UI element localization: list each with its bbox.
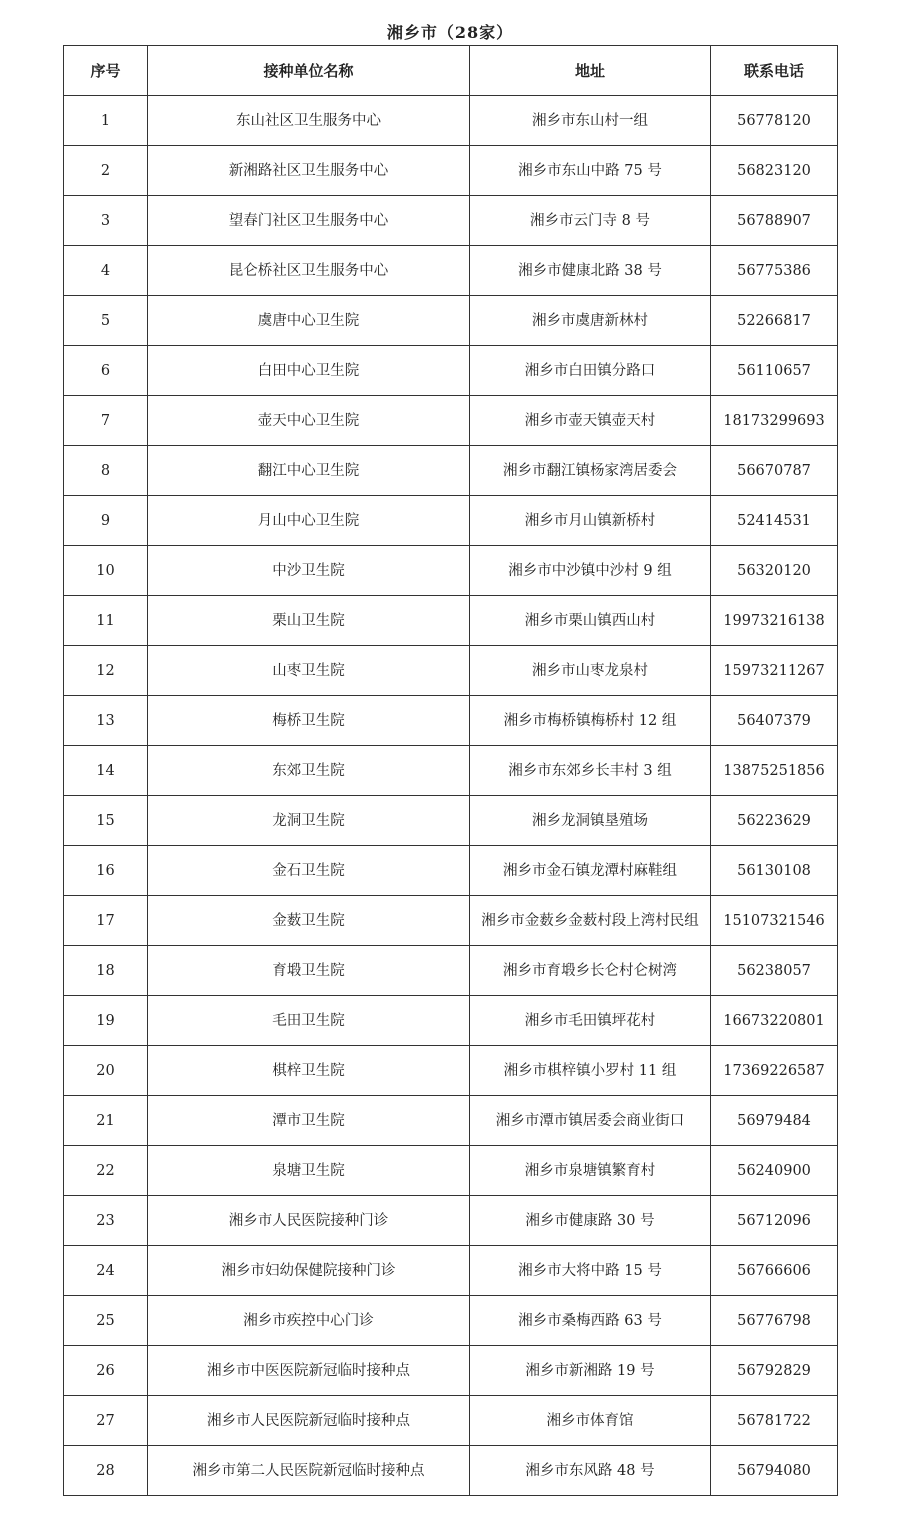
table-body [64,96,838,1496]
cell-address: 湘乡市桑梅西路 63 号 [470,1296,711,1346]
cell-name: 栗山卫生院 [148,596,470,646]
cell-name: 山枣卫生院 [148,646,470,696]
cell-phone: 56776798 [711,1296,838,1346]
table-row [64,346,838,396]
cell-phone: 56712096 [711,1196,838,1246]
vaccination-sites-table [63,45,838,1496]
cell-name: 昆仑桥社区卫生服务中心 [148,246,470,296]
cell-phone: 56766606 [711,1246,838,1296]
cell-no: 11 [64,596,148,646]
cell-no: 8 [64,446,148,496]
cell-name: 月山中心卫生院 [148,496,470,546]
cell-address: 湘乡市东郊乡长丰村 3 组 [470,746,711,796]
header-address: 地址 [470,46,711,96]
cell-address: 湘乡市云门寺 8 号 [470,196,711,246]
cell-name: 育塅卫生院 [148,946,470,996]
cell-no: 17 [64,896,148,946]
cell-phone: 56407379 [711,696,838,746]
table-row [64,996,838,1046]
document-title: 湘乡市（28家） [386,23,514,42]
cell-phone: 56788907 [711,196,838,246]
cell-address: 湘乡市翻江镇杨家湾居委会 [470,446,711,496]
cell-address: 湘乡市健康路 30 号 [470,1196,711,1246]
table-row [64,96,838,146]
cell-address: 湘乡市白田镇分路口 [470,346,711,396]
table-row [64,1246,838,1296]
cell-no: 28 [64,1446,148,1496]
cell-name: 白田中心卫生院 [148,346,470,396]
cell-no: 25 [64,1296,148,1346]
cell-name: 龙洞卫生院 [148,796,470,846]
cell-address: 湘乡市中沙镇中沙村 9 组 [470,546,711,596]
cell-phone: 56823120 [711,146,838,196]
cell-phone: 17369226587 [711,1046,838,1096]
table-row [64,846,838,896]
cell-phone: 56238057 [711,946,838,996]
cell-no: 5 [64,296,148,346]
table-row [64,1346,838,1396]
table-row [64,896,838,946]
cell-name: 棋梓卫生院 [148,1046,470,1096]
cell-no: 22 [64,1146,148,1196]
cell-address: 湘乡市潭市镇居委会商业街口 [470,1096,711,1146]
table-row [64,546,838,596]
table-row [64,1046,838,1096]
cell-no: 13 [64,696,148,746]
cell-phone: 19973216138 [711,596,838,646]
table-row [64,246,838,296]
cell-no: 1 [64,96,148,146]
cell-phone: 13875251856 [711,746,838,796]
cell-address: 湘乡市梅桥镇梅桥村 12 组 [470,696,711,746]
header-name: 接种单位名称 [148,46,470,96]
cell-name: 湘乡市疾控中心门诊 [148,1296,470,1346]
cell-no: 14 [64,746,148,796]
cell-address: 湘乡市东风路 48 号 [470,1446,711,1496]
table-row [64,296,838,346]
table-row [64,446,838,496]
cell-no: 15 [64,796,148,846]
cell-name: 望春门社区卫生服务中心 [148,196,470,246]
cell-address: 湘乡市东山村一组 [470,96,711,146]
table-row [64,1096,838,1146]
cell-address: 湘乡市东山中路 75 号 [470,146,711,196]
cell-phone: 56240900 [711,1146,838,1196]
cell-phone: 56794080 [711,1446,838,1496]
cell-name: 东郊卫生院 [148,746,470,796]
cell-phone: 56223629 [711,796,838,846]
cell-name: 翻江中心卫生院 [148,446,470,496]
cell-no: 10 [64,546,148,596]
cell-phone: 56110657 [711,346,838,396]
cell-name: 梅桥卫生院 [148,696,470,746]
cell-name: 泉塘卫生院 [148,1146,470,1196]
table-row [64,646,838,696]
cell-address: 湘乡市新湘路 19 号 [470,1346,711,1396]
cell-name: 壶天中心卫生院 [148,396,470,446]
cell-phone: 16673220801 [711,996,838,1046]
cell-no: 27 [64,1396,148,1446]
cell-phone: 15107321546 [711,896,838,946]
cell-no: 6 [64,346,148,396]
cell-name: 湘乡市第二人民医院新冠临时接种点 [148,1446,470,1496]
cell-address: 湘乡市大将中路 15 号 [470,1246,711,1296]
table-row [64,396,838,446]
cell-no: 23 [64,1196,148,1246]
cell-address: 湘乡市泉塘镇繁育村 [470,1146,711,1196]
cell-name: 湘乡市妇幼保健院接种门诊 [148,1246,470,1296]
cell-no: 9 [64,496,148,546]
cell-no: 21 [64,1096,148,1146]
cell-no: 24 [64,1246,148,1296]
cell-address: 湘乡市金石镇龙潭村麻鞋组 [470,846,711,896]
cell-name: 东山社区卫生服务中心 [148,96,470,146]
cell-address: 湘乡龙洞镇垦殖场 [470,796,711,846]
cell-address: 湘乡市毛田镇坪花村 [470,996,711,1046]
cell-name: 潭市卫生院 [148,1096,470,1146]
cell-no: 19 [64,996,148,1046]
cell-no: 3 [64,196,148,246]
cell-address: 湘乡市棋梓镇小罗村 11 组 [470,1046,711,1096]
cell-name: 中沙卫生院 [148,546,470,596]
cell-name: 湘乡市人民医院接种门诊 [148,1196,470,1246]
cell-phone: 56979484 [711,1096,838,1146]
cell-address: 湘乡市栗山镇西山村 [470,596,711,646]
cell-address: 湘乡市壶天镇壶天村 [470,396,711,446]
cell-phone: 56775386 [711,246,838,296]
cell-no: 4 [64,246,148,296]
cell-no: 20 [64,1046,148,1096]
cell-name: 金薮卫生院 [148,896,470,946]
cell-no: 2 [64,146,148,196]
cell-name: 新湘路社区卫生服务中心 [148,146,470,196]
cell-name: 金石卫生院 [148,846,470,896]
cell-name: 虞唐中心卫生院 [148,296,470,346]
cell-no: 18 [64,946,148,996]
table-row [64,596,838,646]
cell-phone: 56670787 [711,446,838,496]
cell-address: 湘乡市育塅乡长仑村仑树湾 [470,946,711,996]
cell-phone: 56778120 [711,96,838,146]
cell-address: 湘乡市体育馆 [470,1396,711,1446]
cell-address: 湘乡市虞唐新林村 [470,296,711,346]
cell-address: 湘乡市月山镇新桥村 [470,496,711,546]
cell-phone: 56781722 [711,1396,838,1446]
cell-address: 湘乡市金薮乡金薮村段上湾村民组 [470,896,711,946]
table-row [64,496,838,546]
cell-phone: 56792829 [711,1346,838,1396]
table-row [64,696,838,746]
cell-address: 湘乡市健康北路 38 号 [470,246,711,296]
header-phone: 联系电话 [711,46,838,96]
cell-no: 26 [64,1346,148,1396]
cell-name: 毛田卫生院 [148,996,470,1046]
cell-no: 12 [64,646,148,696]
cell-phone: 56130108 [711,846,838,896]
table-row [64,1296,838,1346]
table-header-row [64,46,838,96]
cell-phone: 52266817 [711,296,838,346]
cell-phone: 15973211267 [711,646,838,696]
table-row [64,746,838,796]
cell-phone: 56320120 [711,546,838,596]
table-row [64,1396,838,1446]
table-row [64,946,838,996]
cell-no: 16 [64,846,148,896]
table-row [64,1446,838,1496]
cell-name: 湘乡市中医医院新冠临时接种点 [148,1346,470,1396]
cell-phone: 18173299693 [711,396,838,446]
table-row [64,796,838,846]
cell-address: 湘乡市山枣龙泉村 [470,646,711,696]
cell-phone: 52414531 [711,496,838,546]
table-row [64,1196,838,1246]
table-row [64,1146,838,1196]
cell-no: 7 [64,396,148,446]
table-row [64,146,838,196]
header-no: 序号 [64,46,148,96]
cell-name: 湘乡市人民医院新冠临时接种点 [148,1396,470,1446]
table-row [64,196,838,246]
